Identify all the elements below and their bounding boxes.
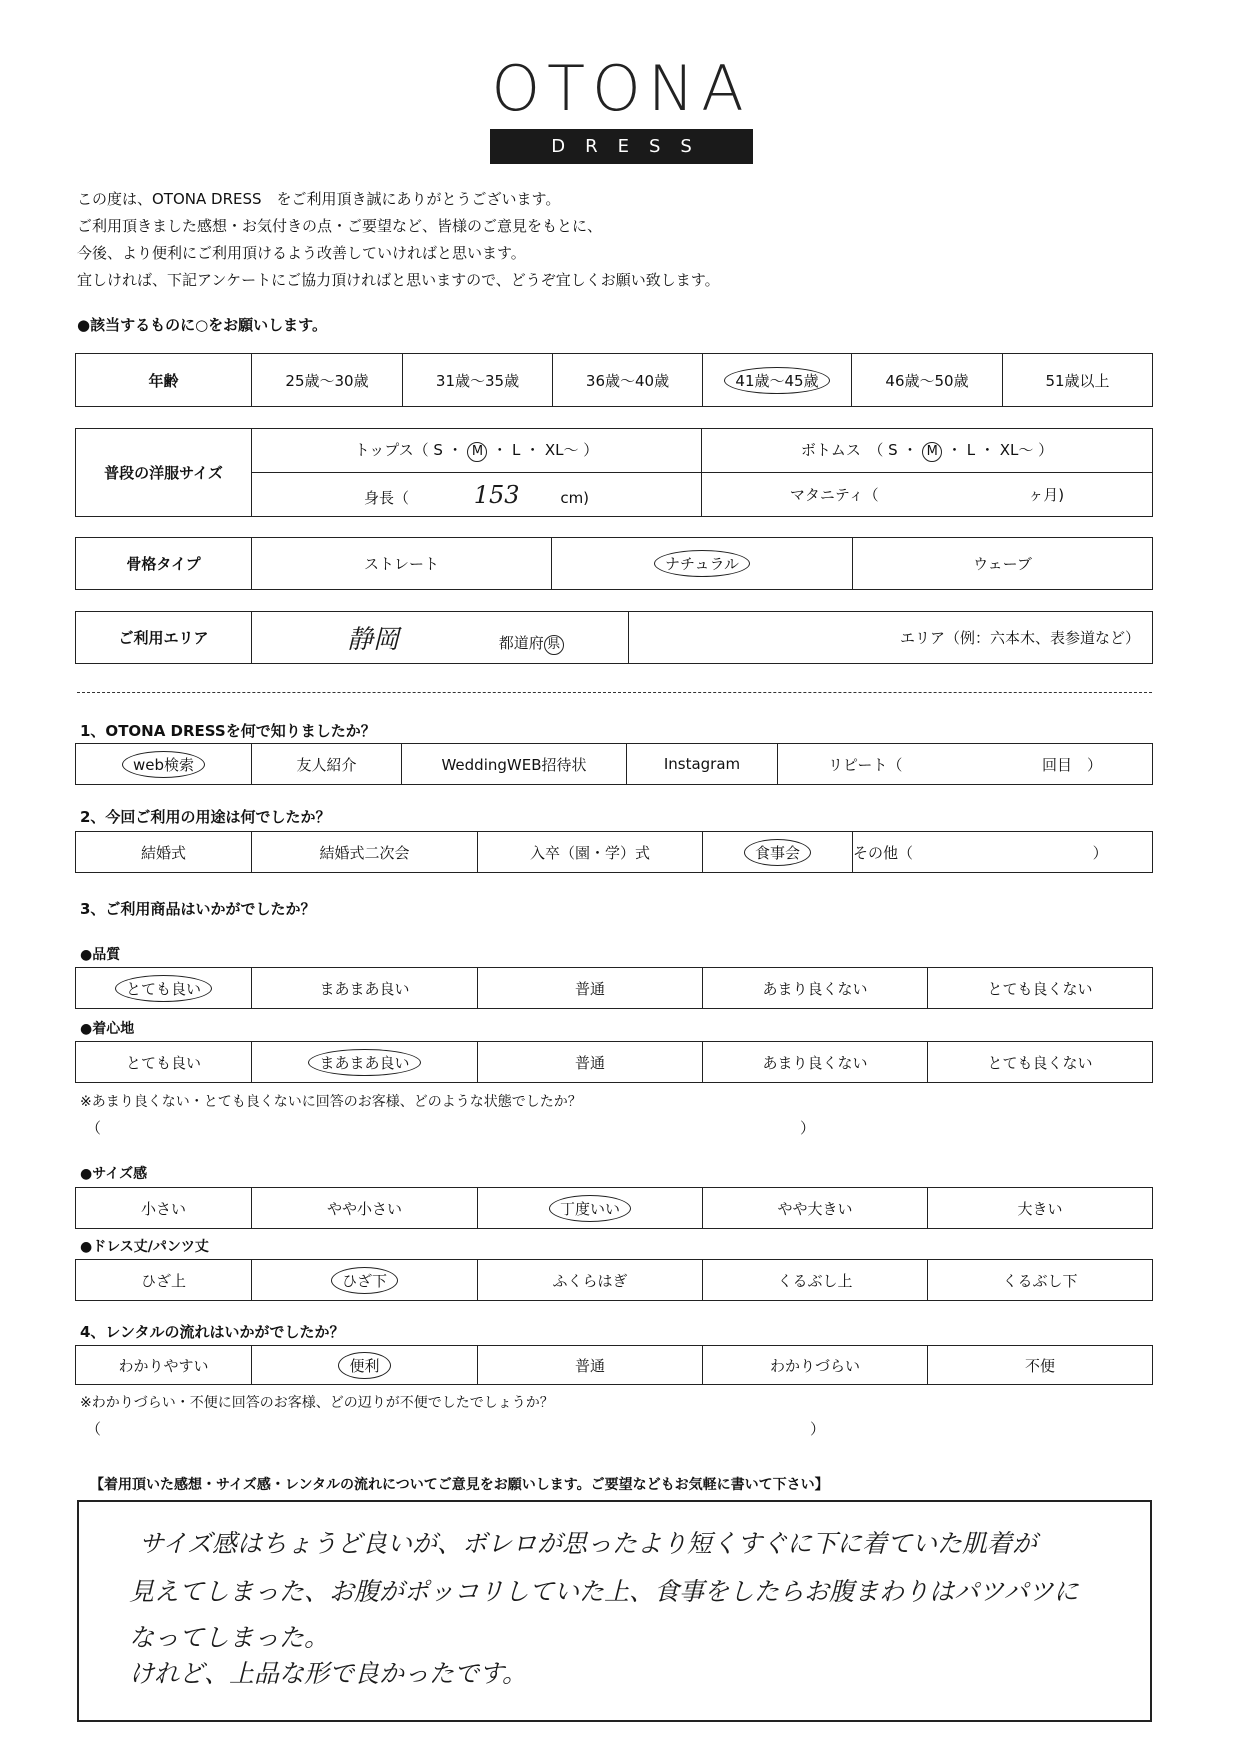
- comment-line: 見えてしまった、お腹がポッコリしていた上、食事をしたらお腹まわりはパツパツに: [129, 1577, 1079, 1606]
- intro-text: [77, 186, 1177, 294]
- body-type-option[interactable]: [252, 538, 552, 590]
- length-option-label: くるぶし下: [1002, 1271, 1078, 1290]
- comfort-option[interactable]: [928, 1042, 1153, 1083]
- bottoms-suffix: ・ L ・ XL～ ）: [947, 441, 1054, 459]
- q2-other-field[interactable]: [853, 832, 1153, 873]
- comfort-table: [75, 1041, 1153, 1083]
- size-feel-option[interactable]: [703, 1188, 928, 1229]
- comfort-option-label: 普通: [574, 1053, 605, 1072]
- body-type-option[interactable]: [853, 538, 1153, 590]
- age-option[interactable]: [553, 354, 703, 407]
- age-table: [75, 353, 1153, 407]
- quality-label: ●品質: [80, 947, 121, 963]
- quality-table: [75, 967, 1153, 1009]
- size-feel-option-label: やや大きい: [777, 1199, 853, 1218]
- q2-option-label: 結婚式: [140, 843, 186, 862]
- prefecture-value: 静岡: [347, 625, 400, 655]
- q4-option-label: 普通: [574, 1356, 605, 1375]
- comment-line: サイズ感はちょうど良いが、ボレロが思ったより短くすぐに下に着ていた肌着が: [139, 1529, 1038, 1558]
- q1-repeat-label: リピート（: [828, 755, 903, 774]
- q3-title: 3、ご利用商品はいかがでしたか？: [80, 900, 316, 918]
- q1-option-label: Instagram: [663, 755, 741, 773]
- length-option-label: くるぶし上: [777, 1271, 853, 1290]
- q2-option[interactable]: [252, 832, 478, 873]
- q1-title: 1、OTONA DRESSを何で知りましたか？: [80, 722, 376, 740]
- comment-line: なってしまった。: [129, 1623, 330, 1652]
- length-option-selected[interactable]: [252, 1260, 478, 1301]
- q4-answer-close: ）: [810, 1420, 826, 1438]
- q1-option-label: 友人紹介: [296, 755, 357, 774]
- intro-line: ご利用頂きました感想・お気付きの点・ご要望など、皆様のご意見をもとに、: [77, 217, 603, 235]
- selection-circle: web検索: [122, 751, 205, 778]
- instruction: ●該当するものに○をお願いします。: [77, 316, 327, 334]
- area-hint: エリア（例：六本木、表参道など）: [899, 629, 1140, 647]
- comfort-answer-open: （: [86, 1119, 102, 1137]
- age-option[interactable]: [252, 354, 403, 407]
- age-option-label: 46歳～50歳: [885, 371, 969, 390]
- q1-option-selected[interactable]: [76, 744, 252, 785]
- height-value: 153: [473, 480, 520, 509]
- body-type-option-selected[interactable]: [552, 538, 853, 590]
- comfort-option-label: あまり良くない: [762, 1053, 868, 1072]
- brand-logo: OTONA: [491, 52, 751, 125]
- q4-option[interactable]: [703, 1346, 928, 1385]
- q4-title: 4、レンタルの流れはいかがでしたか？: [80, 1323, 345, 1341]
- quality-option-label: あまり良くない: [762, 979, 868, 998]
- prefecture-field[interactable]: [252, 612, 629, 664]
- q2-option[interactable]: [478, 832, 703, 873]
- body-type-label: 骨格タイプ: [76, 538, 252, 590]
- q1-option[interactable]: [627, 744, 778, 785]
- comfort-label: ●着心地: [80, 1021, 135, 1037]
- selection-circle: 41歳～45歳: [724, 367, 829, 394]
- size-label: 普段の洋服サイズ: [76, 429, 252, 517]
- comfort-option[interactable]: [76, 1042, 252, 1083]
- selection-circle: 食事会: [744, 839, 811, 866]
- quality-option-label: まあまあ良い: [319, 979, 410, 998]
- selection-circle: 県: [544, 635, 564, 655]
- comfort-option-selected[interactable]: [252, 1042, 478, 1083]
- q4-option-label: わかりづらい: [769, 1356, 860, 1375]
- intro-line: この度は、OTONA DRESS をご利用頂き誠にありがとうございます。: [77, 190, 561, 208]
- height-unit: cm): [560, 488, 590, 507]
- size-table: [75, 428, 1153, 517]
- selection-circle: ひざ下: [331, 1267, 398, 1294]
- quality-option[interactable]: [703, 968, 928, 1009]
- q2-other-label: その他（: [853, 843, 914, 862]
- length-option[interactable]: [76, 1260, 252, 1301]
- body-type-option-label: ウェーブ: [973, 555, 1032, 573]
- q4-option-label: 不便: [1024, 1356, 1055, 1375]
- size-feel-option-label: 大きい: [1017, 1199, 1063, 1218]
- tops-suffix: ・ L ・ XL～ ）: [492, 441, 599, 459]
- size-feel-table: [75, 1187, 1153, 1229]
- q2-title: 2、今回ご利用の用途は何でしたか？: [80, 808, 331, 826]
- q4-option[interactable]: [478, 1346, 703, 1385]
- length-label: ●ドレス丈/パンツ丈: [80, 1239, 209, 1255]
- age-option-label: 51歳以上: [1045, 371, 1110, 390]
- q1-option[interactable]: [252, 744, 402, 785]
- selection-circle: まあまあ良い: [308, 1049, 420, 1076]
- size-feel-option[interactable]: [928, 1188, 1153, 1229]
- q2-other-close: ）: [1092, 843, 1108, 862]
- quality-option-label: とても良くない: [987, 979, 1093, 998]
- intro-line: 宜しければ、下記アンケートにご協力頂ければと思いますので、どうぞ宜しくお願い致します。: [77, 271, 720, 289]
- length-table: [75, 1259, 1153, 1301]
- q4-note: ※わかりづらい・不便に回答のお客様、どの辺りが不便でしたでしょうか？: [80, 1395, 554, 1411]
- age-option[interactable]: [1003, 354, 1153, 407]
- comments-box[interactable]: [77, 1500, 1152, 1722]
- comfort-option-label: とても良くない: [987, 1053, 1093, 1072]
- age-option-label: 36歳～40歳: [585, 371, 670, 390]
- q4-table: [75, 1345, 1153, 1385]
- q1-table: [75, 743, 1153, 785]
- area-field[interactable]: [629, 612, 1153, 664]
- tops-prefix: トップス（ S ・: [354, 441, 463, 459]
- body-type-table: [75, 537, 1153, 590]
- size-feel-option-selected[interactable]: [478, 1188, 703, 1229]
- q1-repeat-field[interactable]: [778, 744, 1153, 785]
- length-option[interactable]: [478, 1260, 703, 1301]
- q2-table: [75, 831, 1153, 873]
- q4-option[interactable]: [928, 1346, 1153, 1385]
- bottoms-size-field[interactable]: [702, 429, 1153, 473]
- maternity-field[interactable]: [702, 473, 1153, 517]
- quality-option[interactable]: [252, 968, 478, 1009]
- comment-line: けれど、上品な形で良かったです。: [129, 1659, 528, 1688]
- comfort-option-label: とても良い: [125, 1053, 201, 1072]
- quality-option-label: 普通: [574, 979, 605, 998]
- size-feel-option-label: 小さい: [140, 1199, 186, 1218]
- age-option-label: 25歳～30歳: [285, 371, 369, 390]
- selection-circle: ナチュラル: [654, 550, 750, 577]
- q2-option-label: 結婚式二次会: [319, 843, 410, 862]
- quality-option[interactable]: [478, 968, 703, 1009]
- intro-line: 今後、より便利にご利用頂けるよう改善していければと思います。: [77, 244, 526, 262]
- size-feel-option-label: やや小さい: [326, 1199, 402, 1218]
- length-option[interactable]: [928, 1260, 1153, 1301]
- q4-option[interactable]: [76, 1346, 252, 1385]
- q4-option-selected[interactable]: [252, 1346, 478, 1385]
- quality-option-selected[interactable]: [76, 968, 252, 1009]
- area-table: [75, 611, 1153, 664]
- age-option[interactable]: [852, 354, 1003, 407]
- q2-option[interactable]: [76, 832, 252, 873]
- selection-circle: とても良い: [115, 975, 212, 1002]
- size-feel-option[interactable]: [252, 1188, 478, 1229]
- age-label: 年齢: [76, 354, 252, 407]
- comments-heading: 【着用頂いた感想・サイズ感・レンタルの流れについてご意見をお願いします。ご要望などもお気軽に書いて下さい】: [90, 1477, 829, 1493]
- age-option-label: 31歳～35歳: [435, 371, 520, 390]
- size-feel-option[interactable]: [76, 1188, 252, 1229]
- maternity-label: マタニティ（: [789, 486, 879, 504]
- height-field[interactable]: [252, 473, 702, 517]
- age-option[interactable]: [403, 354, 553, 407]
- length-option[interactable]: [703, 1260, 928, 1301]
- maternity-unit: ヶ月): [1028, 486, 1065, 504]
- selection-circle: M: [467, 442, 487, 462]
- q1-option[interactable]: [402, 744, 627, 785]
- q1-option-label: WeddingWEB招待状: [441, 755, 587, 774]
- comfort-option[interactable]: [703, 1042, 928, 1083]
- q4-answer-open: （: [86, 1420, 102, 1438]
- length-option-label: ふくらはぎ: [552, 1271, 628, 1290]
- comfort-answer-close: ）: [800, 1119, 816, 1137]
- age-option-selected[interactable]: [703, 354, 852, 407]
- size-feel-label: ●サイズ感: [80, 1166, 148, 1182]
- length-option-label: ひざ上: [140, 1271, 186, 1290]
- selection-circle: 便利: [338, 1352, 390, 1379]
- selection-circle: M: [922, 442, 942, 462]
- section-divider: [77, 692, 1152, 693]
- q2-option-label: 入卒（園・学）式: [529, 843, 650, 862]
- quality-option[interactable]: [928, 968, 1153, 1009]
- comfort-note: ※あまり良くない・とても良くないに回答のお客様、どのような状態でしたか？: [80, 1094, 582, 1110]
- q1-repeat-unit: 回目 ）: [1041, 755, 1102, 774]
- q4-option-label: わかりやすい: [118, 1356, 209, 1375]
- height-label: 身長（: [363, 488, 409, 507]
- prefecture-suffix: 都道府: [498, 634, 544, 652]
- comfort-option[interactable]: [478, 1042, 703, 1083]
- bottoms-prefix: ボトムス （ S ・: [800, 441, 918, 459]
- tops-size-field[interactable]: [252, 429, 702, 473]
- brand-logo-sub: DRESS: [490, 129, 753, 164]
- q2-option-selected[interactable]: [703, 832, 853, 873]
- selection-circle: 丁度いい: [549, 1195, 631, 1222]
- body-type-option-label: ストレート: [363, 555, 439, 573]
- area-label: ご利用エリア: [76, 612, 252, 664]
